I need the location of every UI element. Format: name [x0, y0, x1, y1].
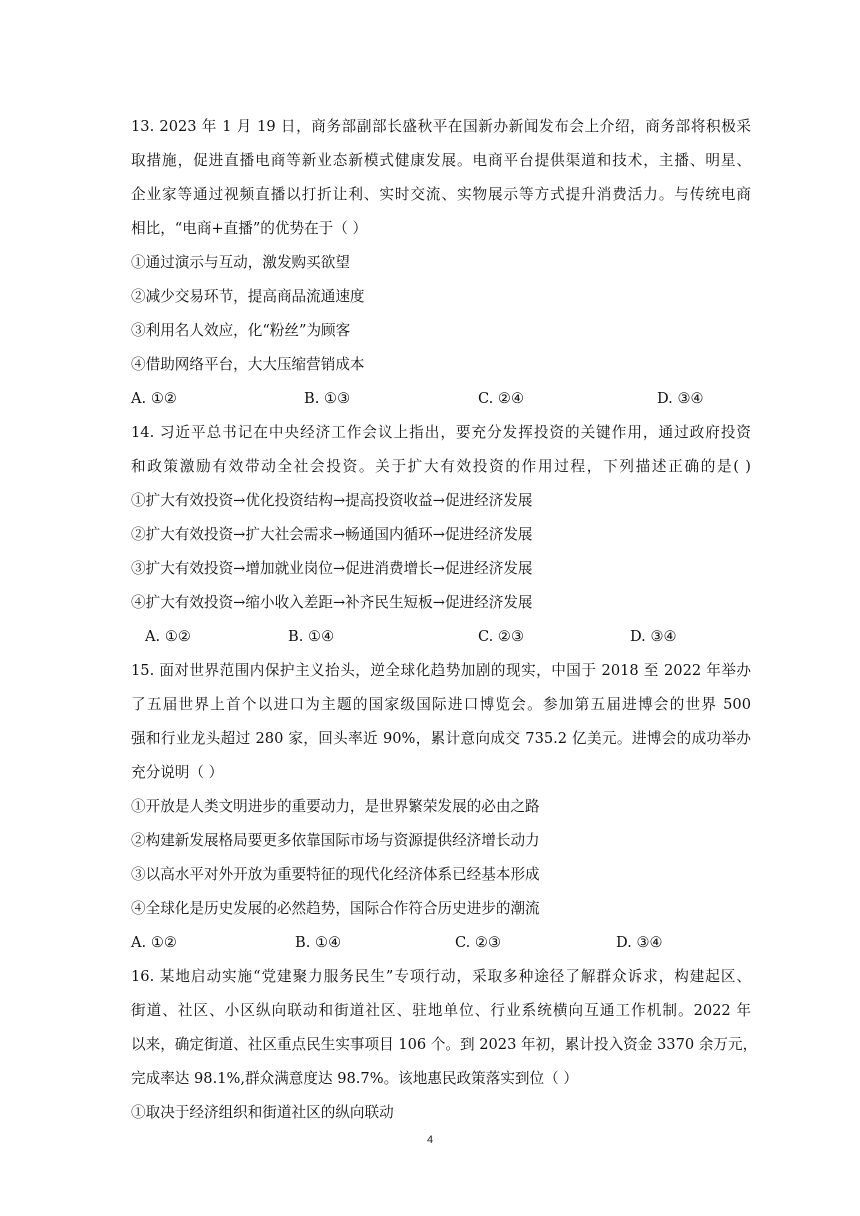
question-text-line: 14. 习近平总书记在中央经济工作会议上指出，要充分发挥投资的关键作用，通过政府投资	[131, 424, 751, 441]
statement: ④全球化是历史发展的必然趋势，国际合作符合历史进步的潮流	[131, 900, 540, 917]
question-text-line: 了五届世界上首个以进口为主题的国家级国际进口博览会。参加第五届进博会的世界 500	[131, 696, 751, 713]
answer-options	[131, 620, 751, 654]
question-14	[131, 416, 751, 654]
question-15	[131, 654, 751, 960]
question-text-line: 和政策激励有效带动全社会投资。关于扩大有效投资的作用过程，下列描述正确的是( )	[131, 458, 751, 475]
page-number: 4	[426, 1134, 434, 1146]
question-text-line: 充分说明（ ）	[131, 764, 224, 781]
statement: ②减少交易环节，提高商品流通速度	[131, 288, 365, 305]
option-a: A. ①②	[145, 628, 191, 645]
option-b: B. ①④	[295, 934, 342, 951]
question-text-line: 相比，“电商+直播”的优势在于（ ）	[131, 220, 368, 237]
statement: ①取决于经济组织和街道社区的纵向联动	[131, 1104, 394, 1121]
statement: ②构建新发展格局要更多依靠国际市场与资源提供经济增长动力	[131, 832, 540, 849]
page-content	[131, 110, 758, 1130]
option-c: C. ②④	[478, 390, 525, 407]
question-text-line: 15. 面对世界范围内保护主义抬头，逆全球化趋势加剧的现实，中国于 2018 至 2022 年举办	[131, 662, 751, 679]
question-text-line: 完成率达 98.1%,群众满意度达 98.7%。该地惠民政策落实到位（ ）	[131, 1070, 578, 1087]
option-d: D. ③④	[616, 934, 663, 951]
answer-options	[131, 926, 751, 960]
question-text-line: 强和行业龙头超过 280 家，回头率近 90%，累计意向成交 735.2 亿美元。进博会的成功举办	[131, 730, 751, 747]
statement: ①开放是人类文明进步的重要动力，是世界繁荣发展的必由之路	[131, 798, 540, 815]
statement: ①扩大有效投资→优化投资结构→提高投资收益→促进经济发展	[131, 492, 533, 509]
statement: ③利用名人效应，化“粉丝”为顾客	[131, 322, 351, 339]
question-text-line: 取措施，促进直播电商等新业态新模式健康发展。电商平台提供渠道和技术，主播、明星、	[131, 152, 751, 169]
question-13	[131, 110, 751, 416]
option-c: C. ②③	[478, 628, 525, 645]
statement: ④扩大有效投资→缩小收入差距→补齐民生短板→促进经济发展	[131, 594, 533, 611]
option-a: A. ①②	[131, 390, 177, 407]
question-text-line: 13. 2023 年 1 月 19 日，商务部副部长盛秋平在国新办新闻发布会上介绍，商务部将积极采	[131, 118, 751, 135]
option-b: B. ①④	[288, 628, 335, 645]
statement: ③扩大有效投资→增加就业岗位→促进消费增长→促进经济发展	[131, 560, 533, 577]
option-d: D. ③④	[657, 390, 704, 407]
statement: ②扩大有效投资→扩大社会需求→畅通国内循环→促进经济发展	[131, 526, 533, 543]
answer-options	[131, 382, 751, 416]
option-d: D. ③④	[630, 628, 677, 645]
option-a: A. ①②	[131, 934, 177, 951]
statement: ①通过演示与互动，激发购买欲望	[131, 254, 350, 271]
option-b: B. ①③	[304, 390, 351, 407]
option-c: C. ②③	[455, 934, 502, 951]
statement: ③以高水平对外开放为重要特征的现代化经济体系已经基本形成	[131, 866, 540, 883]
question-text-line: 16. 某地启动实施“党建聚力服务民生”专项行动，采取多种途径了解群众诉求，构建起区、	[131, 968, 751, 985]
question-text-line: 以来，确定街道、社区重点民生实事项目 106 个。到 2023 年初，累计投入资金 3370 余万元，	[131, 1036, 758, 1053]
question-text-line: 街道、社区、小区纵向联动和街道社区、驻地单位、行业系统横向互通工作机制。2022 年	[131, 1002, 751, 1019]
question-text-line: 企业家等通过视频直播以打折让利、实时交流、实物展示等方式提升消费活力。与传统电商	[131, 186, 751, 203]
statement: ④借助网络平台，大大压缩营销成本	[131, 356, 365, 373]
question-16	[131, 960, 758, 1130]
